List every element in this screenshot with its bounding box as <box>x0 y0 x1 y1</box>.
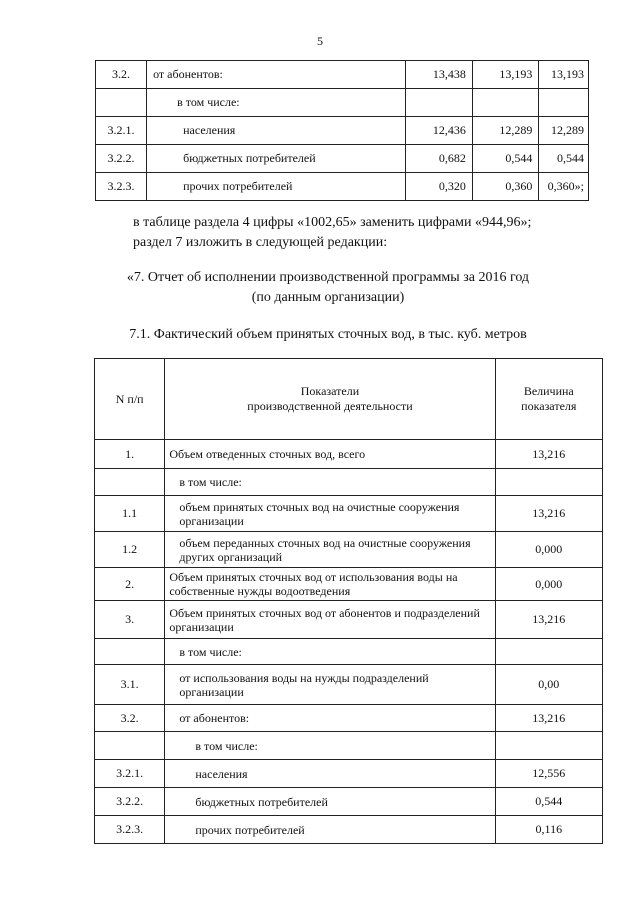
row-label: от абонентов: <box>165 705 495 732</box>
paragraph-line-2: раздел 7 изложить в следующей редакции: <box>133 235 388 250</box>
row-value: 13,216 <box>495 705 602 732</box>
row-value: 0,000 <box>495 568 602 601</box>
row-label: бюджетных потребителей <box>147 145 406 173</box>
row-label: объем принятых сточных вод на очистные сооружения организации <box>165 496 495 532</box>
row-value-2: 13,193 <box>472 61 539 89</box>
row-label: Объем отведенных сточных вод, всего <box>165 440 495 469</box>
row-value <box>495 469 602 496</box>
row-value: 12,556 <box>495 760 602 788</box>
table-header-row <box>95 359 603 440</box>
row-label: в том числе: <box>165 469 495 496</box>
table-row <box>95 496 603 532</box>
row-number: 1.2 <box>95 532 165 568</box>
row-value-2 <box>472 89 539 117</box>
row-value <box>495 732 602 760</box>
subsection-title: 7.1. Фактический объем принятых сточных вод, в тыс. куб. метров <box>129 327 527 342</box>
row-label: в том числе: <box>165 732 495 760</box>
row-value-3: 0,360»; <box>539 173 589 201</box>
row-value: 13,216 <box>495 440 602 469</box>
row-value-3 <box>539 89 589 117</box>
paragraph-line-1: в таблице раздела 4 цифры «1002,65» заменить цифрами «944,96»; <box>133 215 532 230</box>
top-table-row <box>96 89 589 117</box>
row-value: 13,216 <box>495 496 602 532</box>
row-label: от абонентов: <box>147 61 406 89</box>
header-num: N п/п <box>95 359 165 440</box>
row-value-1: 13,438 <box>406 61 473 89</box>
header-label-line-1: Показатели <box>300 384 360 398</box>
row-value-3: 0,544 <box>539 145 589 173</box>
row-value-1 <box>406 89 473 117</box>
page-number: 5 <box>317 34 323 48</box>
table-row <box>95 705 603 732</box>
row-label: Объем принятых сточных вод от использования воды на собственные нужды водоотведения <box>165 568 495 601</box>
table-row <box>95 665 603 705</box>
top-table-row <box>96 61 589 89</box>
table-row <box>95 568 603 601</box>
row-number: 3.2.1. <box>96 117 147 145</box>
row-value-1: 0,320 <box>406 173 473 201</box>
header-value-line-2: показателя <box>521 399 577 413</box>
row-value-3: 12,289 <box>539 117 589 145</box>
row-label: прочих потребителей <box>165 816 495 844</box>
row-number <box>95 732 165 760</box>
table-row <box>95 440 603 469</box>
row-number <box>95 469 165 496</box>
row-number <box>96 89 147 117</box>
header-label <box>165 359 495 440</box>
row-number: 3.1. <box>95 665 165 705</box>
row-value-2: 0,360 <box>472 173 539 201</box>
row-value-2: 0,544 <box>472 145 539 173</box>
row-label: бюджетных потребителей <box>165 788 495 816</box>
table-row <box>95 788 603 816</box>
row-value: 0,00 <box>495 665 602 705</box>
row-number: 2. <box>95 568 165 601</box>
row-value-1: 12,436 <box>406 117 473 145</box>
table-row <box>95 816 603 844</box>
row-value: 0,000 <box>495 532 602 568</box>
row-number: 3.2.2. <box>95 788 165 816</box>
top-table-row <box>96 117 589 145</box>
row-number: 3.2.2. <box>96 145 147 173</box>
main-table <box>94 358 603 844</box>
table-row <box>95 760 603 788</box>
row-label: Объем принятых сточных вод от абонентов и подразделений организации <box>165 601 495 639</box>
header-value-line-1: Величина <box>523 384 574 398</box>
row-label: населения <box>165 760 495 788</box>
row-value-1: 0,682 <box>406 145 473 173</box>
header-label-line-2: производственной деятельности <box>247 399 413 413</box>
section-title-line-2: (по данным организации) <box>251 290 405 305</box>
row-value <box>495 639 602 665</box>
top-table-row <box>96 173 589 201</box>
row-label: от использования воды на нужды подразделений организации <box>165 665 495 705</box>
section-title-line-1: «7. Отчет об исполнении производственной программы за 2016 год <box>126 270 530 285</box>
row-number: 1. <box>95 440 165 469</box>
header-value <box>495 359 602 440</box>
table-row <box>95 532 603 568</box>
table-row <box>95 732 603 760</box>
row-value: 0,116 <box>495 816 602 844</box>
row-number: 1.1 <box>95 496 165 532</box>
table-row <box>95 639 603 665</box>
table-row <box>95 601 603 639</box>
row-number: 3. <box>95 601 165 639</box>
row-value-2: 12,289 <box>472 117 539 145</box>
row-label: населения <box>147 117 406 145</box>
row-label: объем переданных сточных вод на очистные сооружения других организаций <box>165 532 495 568</box>
top-table-row <box>96 145 589 173</box>
top-table <box>95 60 589 201</box>
row-number: 3.2.3. <box>96 173 147 201</box>
row-value: 0,544 <box>495 788 602 816</box>
row-label: в том числе: <box>165 639 495 665</box>
row-number: 3.2. <box>95 705 165 732</box>
row-label: в том числе: <box>147 89 406 117</box>
table-row <box>95 469 603 496</box>
row-value: 13,216 <box>495 601 602 639</box>
row-number: 3.2. <box>96 61 147 89</box>
row-number: 3.2.3. <box>95 816 165 844</box>
row-number: 3.2.1. <box>95 760 165 788</box>
row-label: прочих потребителей <box>147 173 406 201</box>
row-value-3: 13,193 <box>539 61 589 89</box>
row-number <box>95 639 165 665</box>
